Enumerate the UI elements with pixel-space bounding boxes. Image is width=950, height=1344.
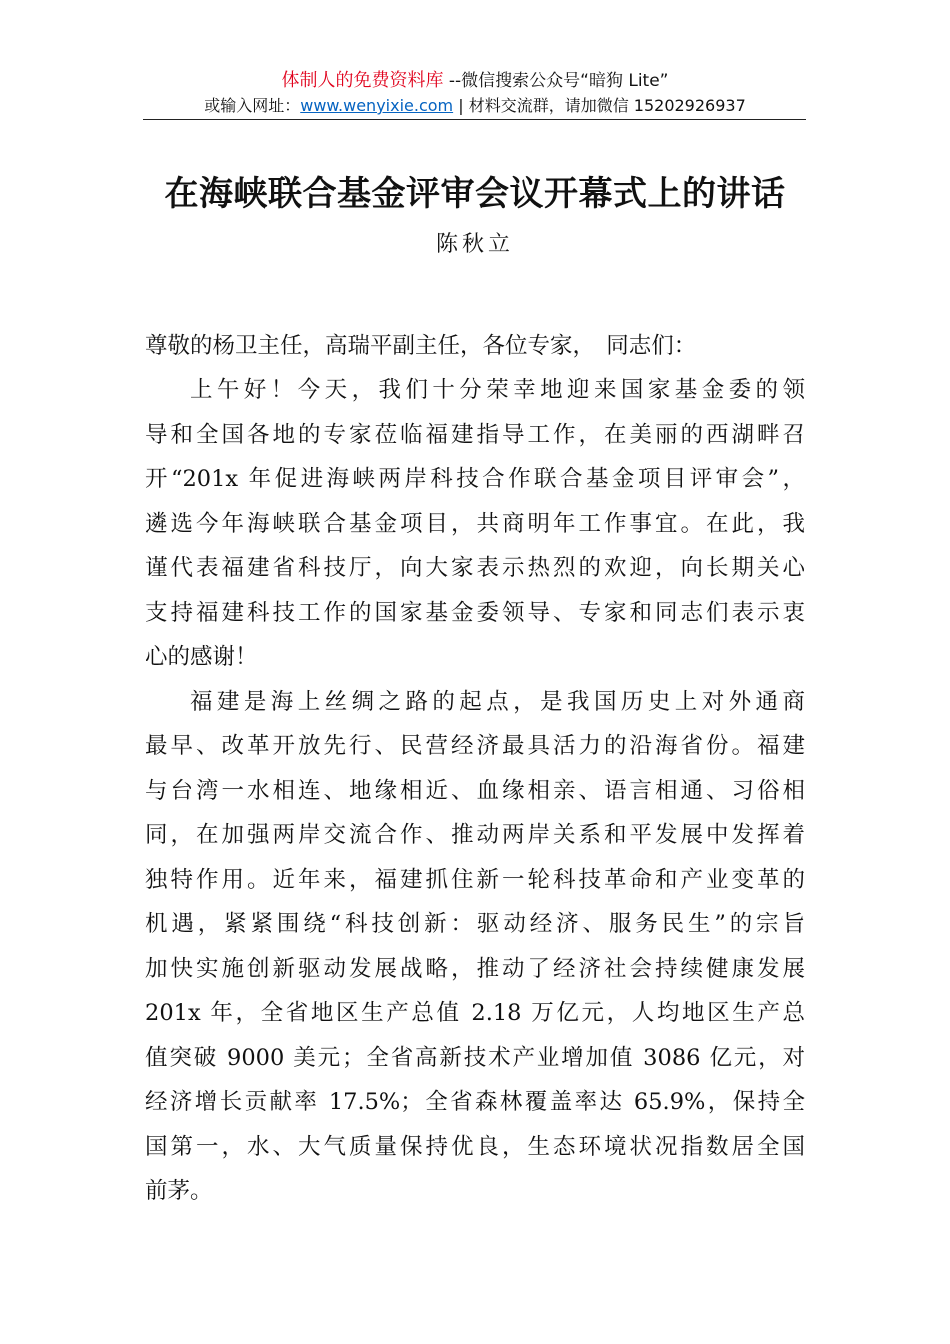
text-line: 谨代表福建省科技厅，向大家表示热烈的欢迎，向长期关心 — [145, 555, 805, 581]
header-url-link[interactable]: www.wenyixie.com — [300, 96, 454, 115]
text-line: 前茅。 — [145, 1178, 213, 1204]
text-line: 同，在加强两岸交流合作、推动两岸关系和平发展中发挥着 — [145, 822, 805, 848]
text-line: 最早、改革开放先行、民营经济最具活力的沿海省份。福建 — [145, 733, 805, 759]
text-line: 机遇，紧紧围绕“科技创新：驱动经济、服务民生”的宗旨 — [145, 911, 805, 937]
header-tagline: --微信搜索公众号“暗狗 Lite” — [443, 71, 669, 91]
author-name: 陈秋立 — [435, 232, 514, 257]
header-promo-line — [0, 70, 950, 92]
text-line: 支持福建科技工作的国家基金委领导、专家和同志们表示衷 — [145, 600, 805, 626]
text-line: 加快实施创新驱动发展战略，推动了经济社会持续健康发展 — [145, 956, 805, 982]
text-line: 心的感谢！ — [145, 644, 258, 670]
header-brand: 体制人的免费资料库 — [281, 70, 444, 91]
text-line: 值突破 9000 美元；全省高新技术产业增加值 3086 亿元，对 — [145, 1045, 805, 1071]
header-divider — [143, 119, 806, 120]
text-line: 独特作用。近年来，福建抓住新一轮科技革命和产业变革的 — [145, 867, 805, 893]
salutation-line: 尊敬的杨卫主任，高瑞平副主任，各位专家， 同志们： — [145, 333, 697, 359]
text-line: 遴选今年海峡联合基金项目，共商明年工作事宜。在此，我 — [145, 511, 805, 537]
text-line: 导和全国各地的专家莅临福建指导工作，在美丽的西湖畔召 — [145, 422, 805, 448]
header-url-prefix: 或输入网址： — [204, 96, 301, 115]
text-line: 福建是海上丝绸之路的起点，是我国历史上对外通商 — [190, 689, 805, 715]
header-url-suffix: | 材料交流群，请加微信 15202926937 — [453, 96, 746, 115]
text-line: 经济增长贡献率 17.5%；全省森林覆盖率达 65.9%，保持全 — [145, 1089, 805, 1115]
text-line: 开“201x 年促进海峡两岸科技合作联合基金项目评审会”， — [145, 466, 805, 492]
text-line: 上午好！今天，我们十分荣幸地迎来国家基金委的领 — [190, 377, 805, 403]
text-line: 国第一，水、大气质量保持优良，生态环境状况指数居全国 — [145, 1134, 805, 1160]
text-line: 与台湾一水相连、地缘相近、血缘相亲、语言相通、习俗相 — [145, 778, 805, 804]
text-line: 201x 年，全省地区生产总值 2.18 万亿元，人均地区生产总 — [145, 1000, 805, 1026]
page-title: 在海峡联合基金评审会议开幕式上的讲话 — [164, 174, 786, 214]
header-contact-line — [0, 95, 950, 117]
